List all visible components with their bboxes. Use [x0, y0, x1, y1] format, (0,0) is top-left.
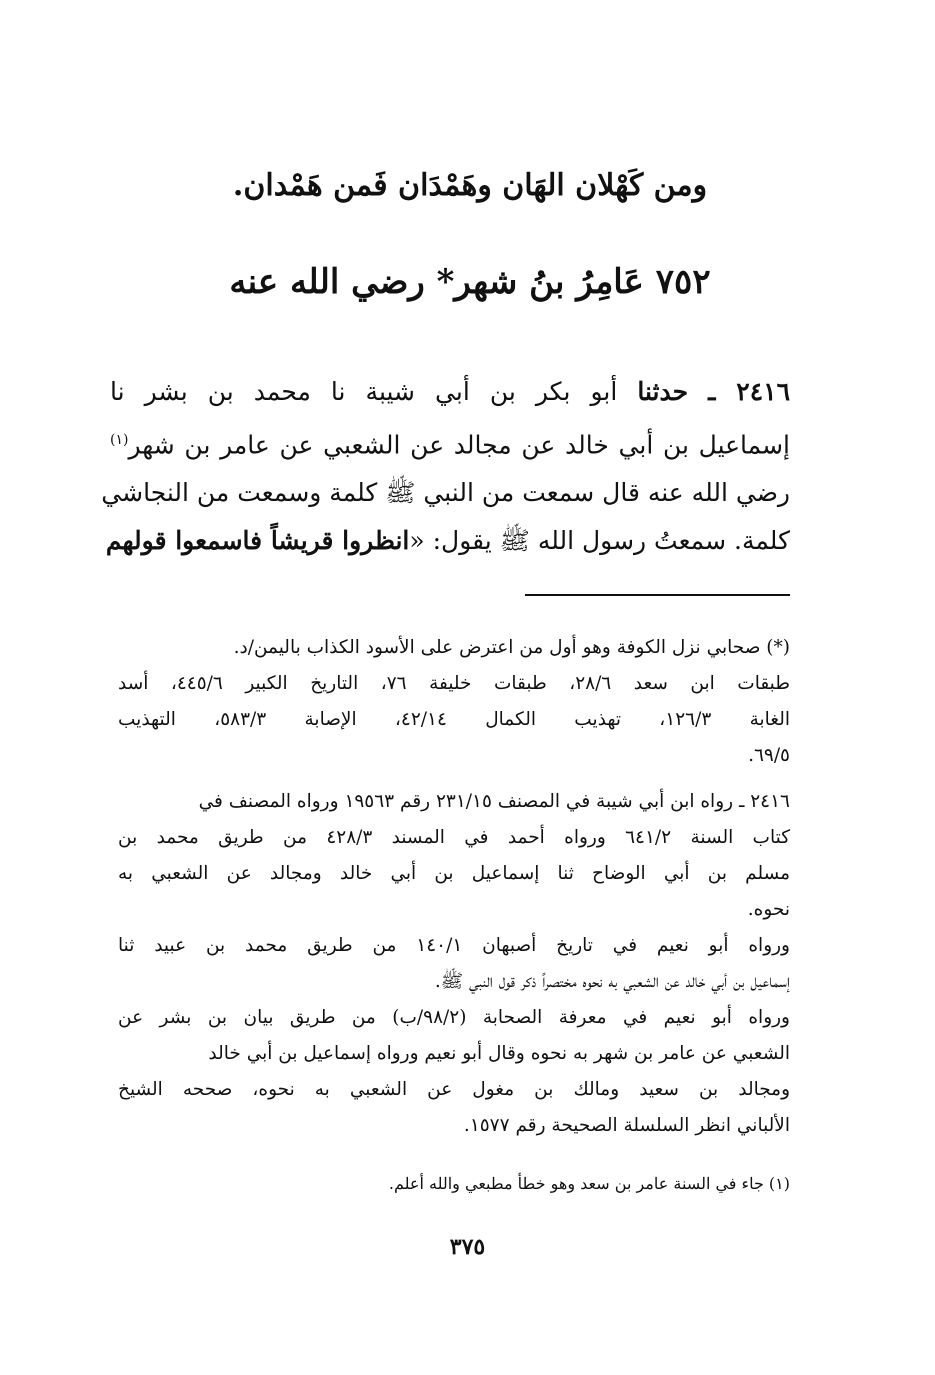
takhrij-line: إسماعيل بن أبي خالد عن الشعبي به نحوه مختصراً ذكر قول النبي ﷺ.	[434, 971, 790, 992]
takhrij-line: ورواه أبو نعيم في معرفة الصحابة (٩٨/٢/ب) من طريق بيان بن بشر عن	[118, 1007, 790, 1028]
footnotes-block	[118, 630, 790, 1144]
hadith-text	[101, 368, 791, 565]
takhrij-line: كتاب السنة ٦٤١/٢ ورواه أحمد في المسند ٤٢٨/٣ من طريق محمد بن	[118, 827, 790, 848]
footnote-ref: (١)	[110, 432, 129, 448]
entry-heading: ٧٥٢ عَامِرُ بنُ شهر* رضي الله عنه	[229, 262, 711, 302]
takhrij-line: الشعبي عن عامر بن شهر به نحوه وقال أبو نعيم ورواه إسماعيل بن أبي خالد	[208, 1043, 790, 1064]
page-number: ٣٧٥	[449, 1234, 486, 1260]
hadith-line-4-text: كلمة. سمعتُ رسول الله ﷺ يقول: «	[409, 526, 790, 556]
takhrij-line: ومجالد بن سعيد ومالك بن مغول عن الشعبي به نحوه، صححه الشيخ	[118, 1079, 790, 1100]
star-note-line: الغابة ١٢٦/٣، تهذيب الكمال ٤٢/١٤، الإصابة ٥٨٣/٣، التهذيب	[118, 709, 790, 730]
hadith-line-4	[105, 517, 790, 565]
footnote-1: (١) جاء في السنة عامر بن سعد وهو خطأ مطبعي والله أعلم.	[388, 1174, 790, 1193]
star-note-line: (*) صحابي نزل الكوفة وهو أول من اعترض على الأسود الكذاب باليمن/د.	[233, 637, 790, 658]
hadith-line-2	[110, 416, 790, 469]
section-header: ومن كَهْلان الهَان وهَمْدَان فَمن هَمْدان.	[232, 168, 708, 203]
takhrij-line: الألباني انظر السلسلة الصحيحة رقم ١٥٧٧.	[463, 1115, 790, 1136]
footnote-separator	[525, 594, 790, 596]
hadith-line-3-text: رضي الله عنه قال سمعت من النبي ﷺ كلمة وسمعت من النجاشي	[101, 478, 790, 508]
hadith-number: ٢٤١٦ ـ	[708, 377, 791, 406]
takhrij-line: مسلم بن أبي الوضاح ثنا إسماعيل بن أبي خالد ومجالد عن الشعبي به	[118, 863, 790, 884]
star-note-line: طبقات ابن سعد ٢٨/٦، طبقات خليفة ٧٦، التاريخ الكبير ٤٤٥/٦، أسد	[118, 673, 790, 694]
hadith-line-1	[110, 368, 790, 416]
takhrij-line: ورواه أبو نعيم في تاريخ أصبهان ١٤٠/١ من طريق محمد بن عبيد ثنا	[118, 935, 790, 956]
hadith-quote: انظروا قريشاً فاسمعوا قولهم	[105, 526, 410, 556]
hadith-line-3	[101, 469, 790, 517]
takhrij-line: ٢٤١٦ ـ رواه ابن أبي شيبة في المصنف ٢٣١/١٥ رقم ١٩٥٦٣ ورواه المصنف في	[198, 791, 790, 812]
star-note-line: ٦٩/٥.	[748, 745, 790, 766]
hadith-line-2-text: إسماعيل بن أبي خالد عن مجالد عن الشعبي عن عامر بن شهر	[128, 430, 790, 460]
takhrij-line: نحوه.	[747, 899, 790, 920]
hadith-line-1-text: أبو بكر بن أبي شيبة نا محمد بن بشر نا	[110, 377, 618, 406]
hadith-lead: حدثنا	[637, 377, 689, 406]
